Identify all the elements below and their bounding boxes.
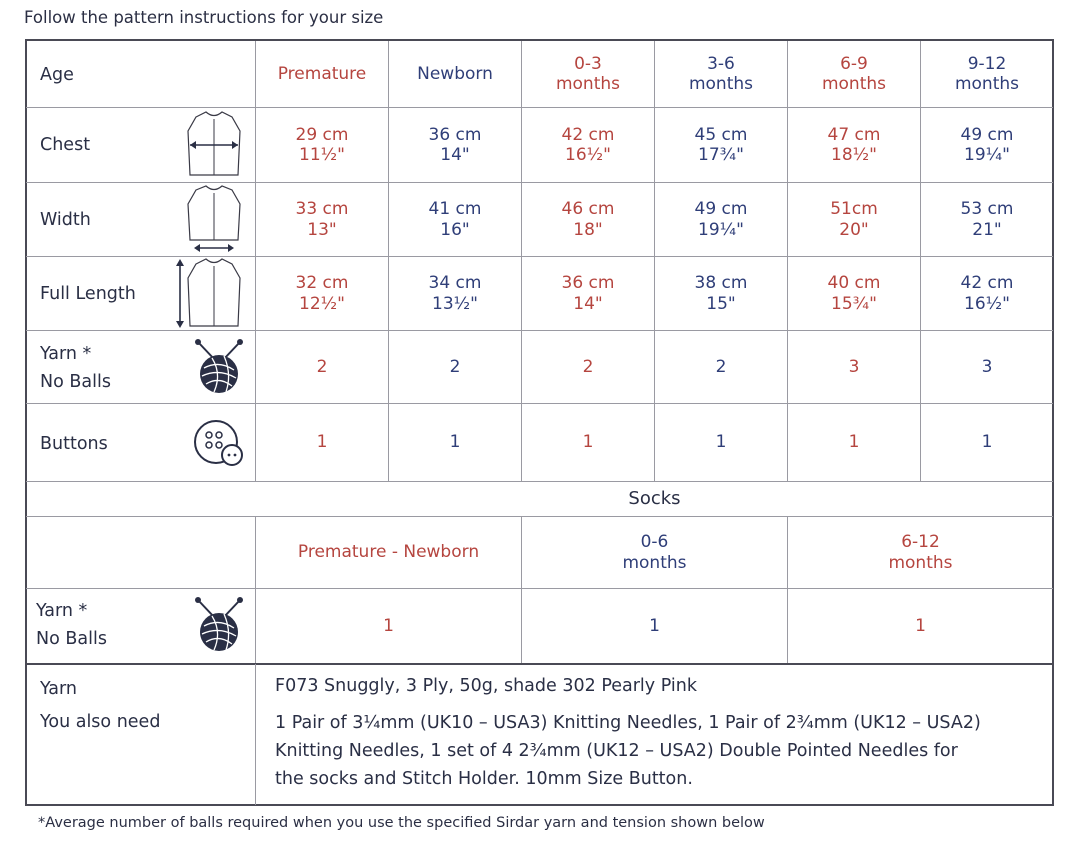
yarn-balls-value: 2 [582, 356, 594, 377]
yarn-balls-value: 2 [449, 356, 461, 377]
buttons-value: 1 [981, 432, 993, 453]
yarn-balls-value: 3 [981, 356, 993, 377]
width-measure-icon [182, 184, 246, 256]
intro-text: Follow the pattern instructions for your size [24, 8, 384, 27]
row-label-full-length: Full Length [40, 284, 136, 304]
also-need-description: 1 Pair of 3¼mm (UK10 – USA3) Knitting Needles, 1 Pair of 2¾mm (UK12 – USA2) Knitting Needles, 1 set of 4 2¾mm (UK12 – USA2) Double Pointed Needles for the socks and Stitch Holder. 10mm Size Button. [275, 713, 981, 789]
also-need-label: You also need [40, 712, 161, 732]
age-3-6: 3-6 months [688, 53, 754, 94]
row-label-age: Age [40, 65, 74, 85]
chest-value: 36 cm 14" [428, 124, 482, 165]
length-value: 40 cm 15¾" [827, 273, 881, 314]
row-label-yarn: Yarn * No Balls [40, 344, 111, 392]
footnote: *Average number of balls required when you use the specified Sirdar yarn and tension shown below [38, 815, 765, 831]
buttons-value: 1 [848, 432, 860, 453]
yarn-ball-icon [192, 338, 246, 398]
chest-value: 29 cm 11½" [295, 124, 349, 165]
row-label-buttons: Buttons [40, 434, 108, 454]
length-value: 38 cm 15" [694, 273, 748, 314]
age-9-12: 9-12 months [954, 53, 1020, 94]
chest-value: 47 cm 18½" [827, 124, 881, 165]
width-value: 51cm 20" [830, 199, 878, 240]
socks-yarn-value: 1 [649, 615, 660, 636]
socks-yarn-ball-icon [192, 596, 246, 656]
row-label-width: Width [40, 210, 91, 230]
yarn-description: F073 Snuggly, 3 Ply, 50g, shade 302 Pearly Pink [275, 676, 697, 696]
age-6-9: 6-9 months [821, 53, 887, 94]
chest-value: 42 cm 16½" [561, 124, 615, 165]
width-value: 49 cm 19¼" [694, 199, 748, 240]
buttons-value: 1 [449, 432, 461, 453]
socks-yarn-value: 1 [915, 615, 926, 636]
length-value: 42 cm 16½" [960, 273, 1014, 314]
width-value: 46 cm 18" [561, 199, 615, 240]
button-icon [192, 418, 244, 470]
length-value: 36 cm 14" [561, 273, 615, 314]
chest-value: 45 cm 17¾" [694, 124, 748, 165]
socks-size-premature-newborn: Premature - Newborn [297, 542, 480, 563]
buttons-value: 1 [316, 432, 328, 453]
chest-value: 49 cm 19¼" [960, 124, 1014, 165]
yarn-balls-value: 2 [715, 356, 727, 377]
col-divider [255, 664, 256, 805]
yarn-balls-value: 3 [848, 356, 860, 377]
socks-heading: Socks [628, 488, 681, 510]
row-label-chest: Chest [40, 135, 91, 155]
width-value: 41 cm 16" [428, 199, 482, 240]
length-measure-icon [170, 256, 246, 330]
buttons-value: 1 [582, 432, 594, 453]
socks-size-6-12: 6-12 months [888, 532, 953, 573]
chest-measure-icon [182, 109, 246, 179]
width-value: 33 cm 13" [295, 199, 349, 240]
length-value: 32 cm 12½" [295, 273, 349, 314]
socks-yarn-value: 1 [383, 615, 394, 636]
socks-yarn-label: Yarn * No Balls [36, 601, 107, 649]
yarn-balls-value: 2 [316, 356, 328, 377]
age-premature: Premature [277, 63, 367, 84]
width-value: 53 cm 21" [960, 199, 1014, 240]
row-divider [26, 663, 1053, 665]
length-value: 34 cm 13½" [428, 273, 482, 314]
socks-size-0-6: 0-6 months [622, 532, 687, 573]
yarn-label: Yarn [40, 679, 77, 699]
buttons-value: 1 [715, 432, 727, 453]
age-newborn: Newborn [417, 63, 493, 84]
age-0-3: 0-3 months [555, 53, 621, 94]
